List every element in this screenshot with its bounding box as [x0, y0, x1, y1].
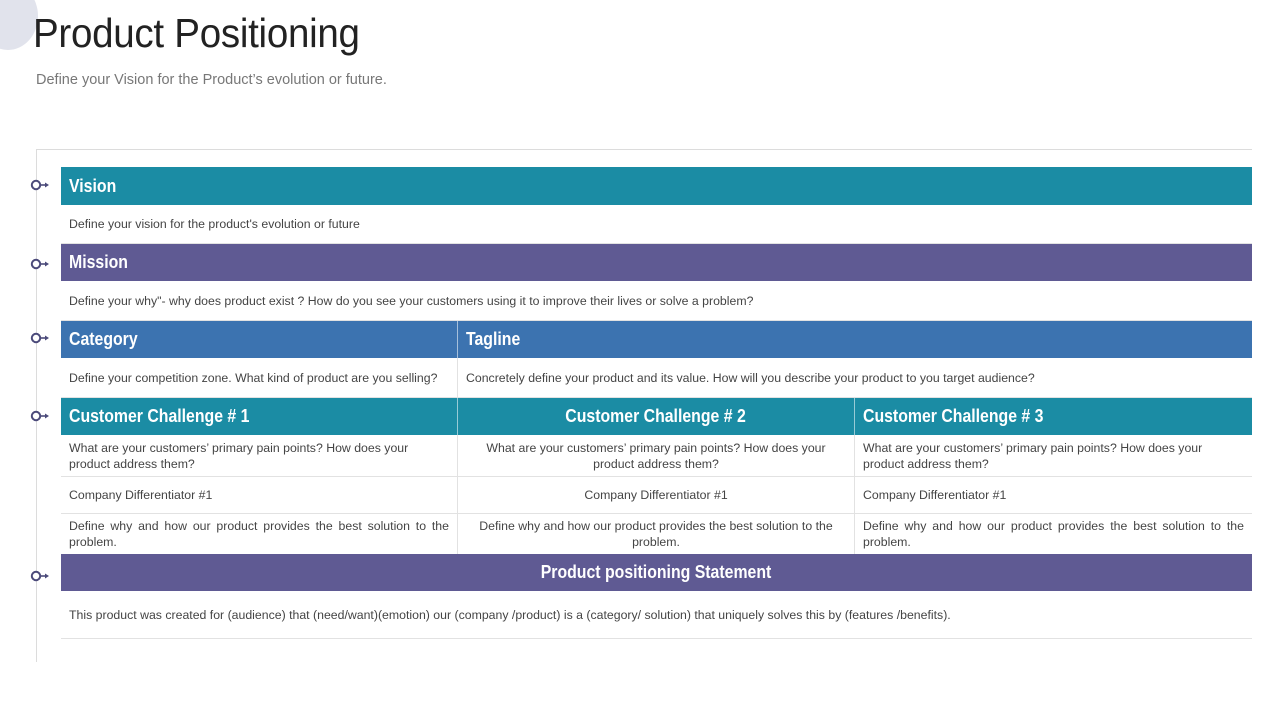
differentiators-row — [61, 477, 1252, 514]
page-subtitle: Define your Vision for the Product’s evolution or future. — [36, 72, 387, 88]
challenge-3-header-cell — [855, 398, 1252, 435]
tagline-header-cell — [458, 321, 1252, 358]
timeline-bullet-icon — [30, 258, 50, 270]
tagline-heading: Tagline — [466, 329, 521, 349]
solution-3-text: Define why and how our product provides the best solution to the problem. — [863, 519, 1244, 549]
tagline-text: Concretely define your product and its value. How will you describe your product to you target audience? — [466, 370, 1035, 385]
mission-text: Define your why"- why does product exist ? How do you see your customers using it to improve their lives or solve a problem? — [69, 293, 754, 308]
vision-header — [61, 167, 1252, 205]
challenge-3-heading: Customer Challenge # 3 — [863, 406, 1044, 426]
category-tagline-row — [61, 358, 1252, 398]
mission-heading: Mission — [69, 252, 128, 272]
pain-point-1-text: What are your customers’ primary pain points? How does your product address them? — [61, 435, 458, 476]
challenges-header — [61, 398, 1252, 435]
page-title: Product Positioning — [33, 10, 360, 56]
differentiator-2-text: Company Differentiator #1 — [458, 477, 855, 513]
timeline-bullet-icon — [30, 570, 50, 582]
vision-row — [61, 205, 1252, 244]
pain-points-row — [61, 435, 1252, 477]
statement-heading: Product positioning Statement — [541, 562, 772, 582]
challenge-2-header-cell — [458, 398, 855, 435]
timeline-bullet-icon — [30, 179, 50, 191]
vision-heading: Vision — [69, 175, 117, 196]
challenge-1-heading: Customer Challenge # 1 — [69, 406, 250, 426]
statement-text: This product was created for (audience) that (need/want)(emotion) our (company /product) is a (category/ solution) that uniquely solves this by (features /benefits). — [69, 607, 951, 622]
differentiator-1-text: Company Differentiator #1 — [61, 477, 458, 513]
pain-point-3-text: What are your customers’ primary pain points? How does your product address them? — [863, 440, 1203, 471]
challenge-2-heading: Customer Challenge # 2 — [565, 406, 747, 426]
timeline-bullet-icon — [30, 410, 50, 422]
statement-row — [61, 591, 1252, 639]
category-header-cell — [61, 321, 458, 358]
frame-top-line — [36, 149, 1252, 150]
challenge-1-header-cell — [61, 398, 458, 435]
differentiator-3-text: Company Differentiator #1 — [863, 488, 1007, 502]
solution-1-text: Define why and how our product provides the best solution to the problem. — [61, 514, 458, 554]
solution-2-text: Define why and how our product provides the best solution to the problem. — [458, 514, 855, 554]
category-tagline-header — [61, 321, 1252, 358]
vision-text: Define your vision for the product's evolution or future — [69, 217, 360, 231]
solutions-row — [61, 514, 1252, 554]
frame-left-line — [36, 149, 37, 662]
category-text: Define your competition zone. What kind of product are you selling? — [61, 358, 458, 397]
mission-row — [61, 281, 1252, 321]
mission-header — [61, 244, 1252, 281]
timeline-bullet-icon — [30, 332, 50, 344]
category-heading: Category — [69, 329, 138, 349]
statement-header — [61, 554, 1252, 591]
pain-point-2-text: What are your customers’ primary pain points? How does your product address them? — [458, 435, 855, 476]
